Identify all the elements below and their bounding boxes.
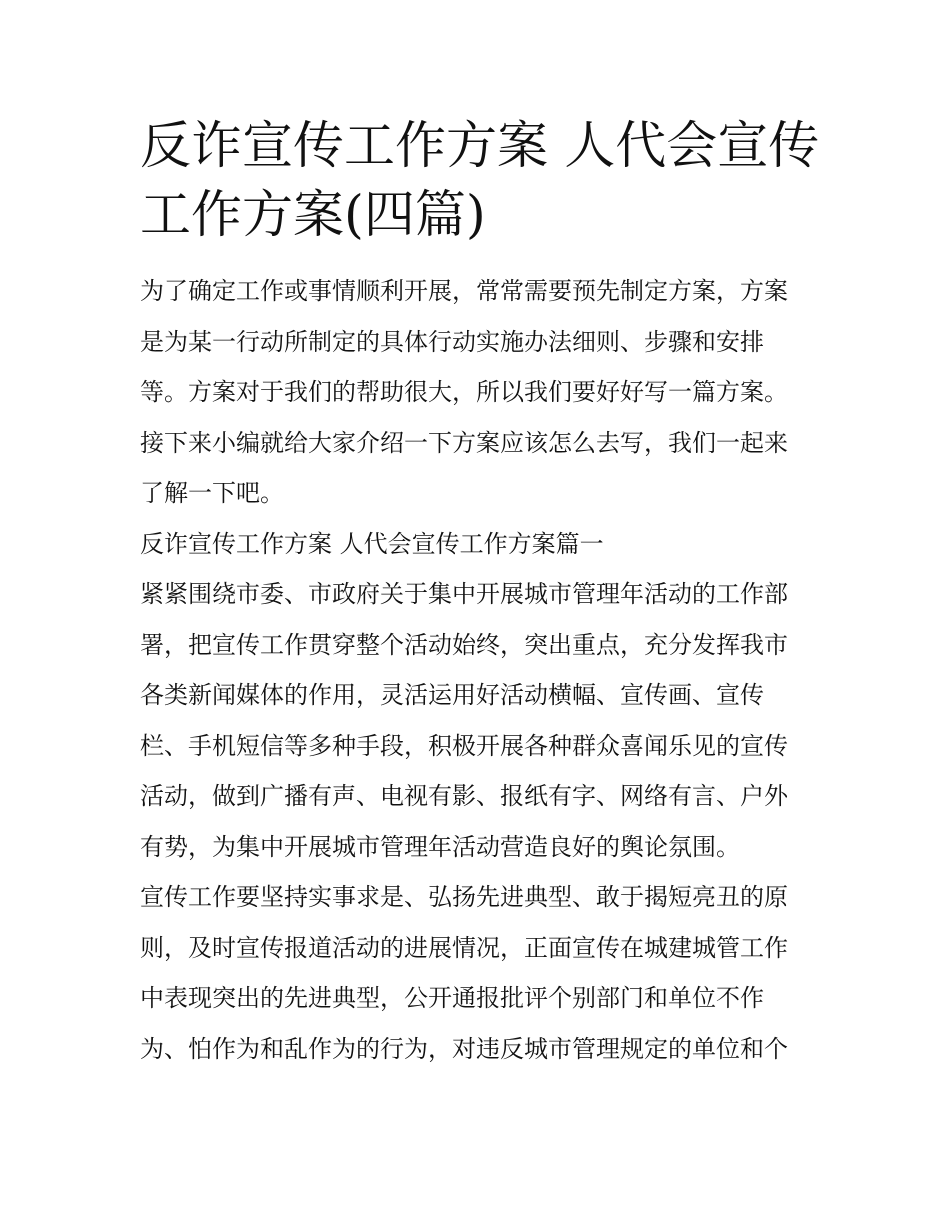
- body-line: 接下来小编就给大家介绍一下方案应该怎么去写，我们一起来: [140, 428, 788, 457]
- section-heading: 反诈宣传工作方案 人代会宣传工作方案篇一: [140, 529, 604, 558]
- document-page: [140, 112, 820, 1074]
- body-line: 栏、手机短信等多种手段，积极开展各种群众喜闻乐见的宣传: [140, 731, 788, 760]
- document-title: [140, 112, 820, 250]
- body-line: 署，把宣传工作贯穿整个活动始终，突出重点，充分发挥我市: [140, 630, 788, 659]
- title-line: 反诈宣传工作方案 人代会宣传: [140, 117, 820, 176]
- body-line: 紧紧围绕市委、市政府关于集中开展城市管理年活动的工作部: [140, 580, 788, 608]
- document-body: [140, 266, 812, 1074]
- body-line: 宣传工作要坚持实事求是、弘扬先进典型、敢于揭短亮丑的原: [140, 883, 788, 911]
- body-line: 各类新闻媒体的作用，灵活运用好活动横幅、宣传画、宣传: [140, 681, 764, 709]
- body-line: 等。方案对于我们的帮助很大，所以我们要好好写一篇方案。: [140, 378, 788, 406]
- body-line: 为、怕作为和乱作为的行为，对违反城市管理规定的单位和个: [140, 1034, 788, 1063]
- body-line: 则，及时宣传报道活动的进展情况，正面宣传在城建城管工作: [140, 933, 788, 962]
- title-line: 工作方案(四篇): [140, 186, 486, 245]
- body-line: 活动，做到广播有声、电视有影、报纸有字、网络有言、户外: [140, 782, 788, 810]
- body-line: 为了确定工作或事情顺利开展，常常需要预先制定方案，方案: [140, 277, 788, 305]
- body-line: 有势，为集中开展城市管理年活动营造良好的舆论氛围。: [140, 832, 740, 861]
- body-line: 是为某一行动所制定的具体行动实施办法细则、步骤和安排: [140, 327, 764, 356]
- body-line: 中表现突出的先进典型，公开通报批评个别部门和单位不作: [140, 984, 764, 1012]
- body-line: 了解一下吧。: [140, 479, 284, 507]
